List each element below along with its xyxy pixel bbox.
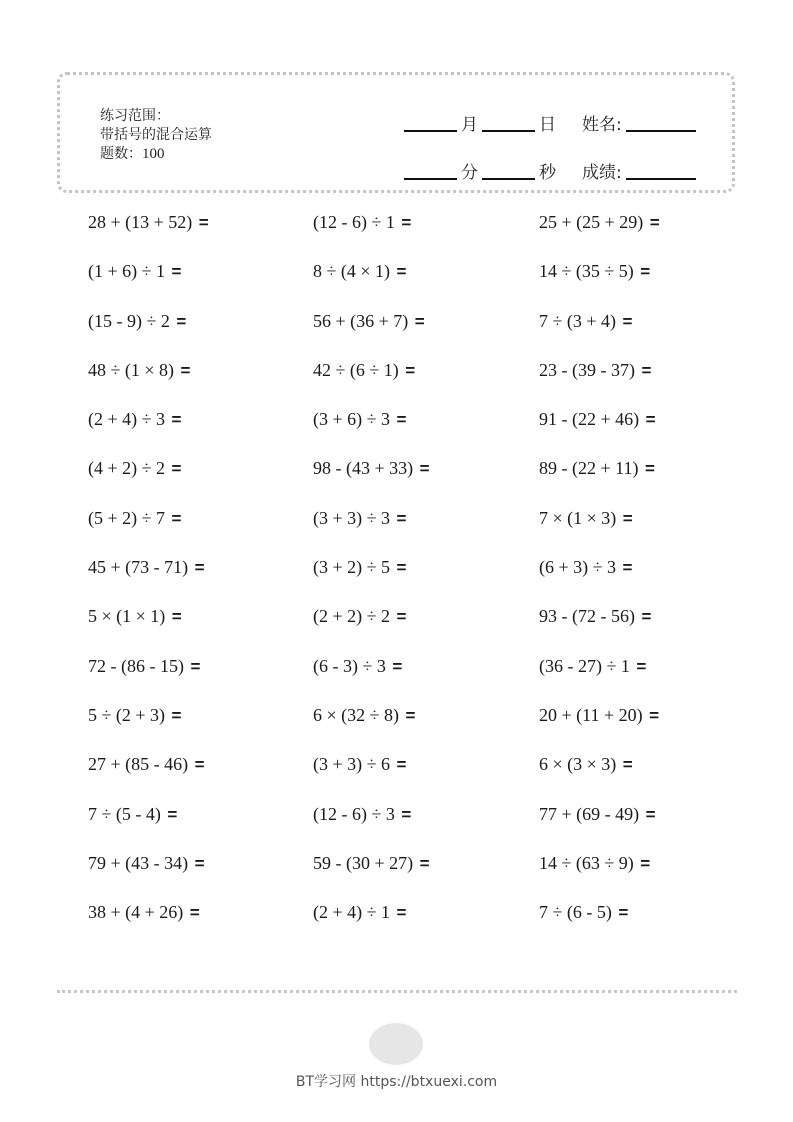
math-problem: [539, 701, 659, 730]
problem-expression: 89 - (22 + 11): [539, 458, 639, 479]
equals-sign: =: [198, 213, 209, 232]
problem-expression: (3 + 6) ÷ 3: [313, 409, 391, 430]
equals-sign: =: [396, 508, 407, 528]
equals-sign: =: [171, 410, 182, 430]
math-problem: [313, 701, 415, 730]
math-problem: [313, 898, 406, 927]
math-problem: [88, 750, 205, 779]
problem-expression: 8 ÷ (4 × 1): [313, 261, 391, 282]
equals-sign: =: [419, 459, 430, 479]
problem-row: [88, 257, 728, 306]
problem-expression: 6 × (3 × 3): [539, 754, 617, 775]
problem-expression: 27 + (85 - 46): [88, 754, 189, 775]
problem-expression: 14 ÷ (63 ÷ 9): [539, 852, 634, 873]
second-label: 秒: [539, 162, 556, 183]
problem-expression: (36 - 27) ÷ 1: [539, 655, 630, 676]
math-problem: [88, 504, 181, 533]
math-problem: [539, 750, 633, 779]
equals-sign: =: [171, 459, 182, 479]
equals-sign: =: [645, 804, 656, 824]
math-problem: [539, 652, 646, 681]
month-blank[interactable]: [404, 112, 457, 132]
equals-sign: =: [167, 804, 178, 824]
score-label: 成绩:: [582, 162, 622, 183]
minute-label: 分: [461, 162, 478, 183]
equals-sign: =: [644, 459, 655, 479]
math-problem: [539, 454, 655, 483]
problem-expression: 7 ÷ (5 - 4): [88, 803, 161, 824]
problem-row: [88, 701, 728, 750]
math-problem: [313, 208, 411, 237]
problem-expression: 72 - (86 - 15): [88, 655, 184, 676]
problem-expression: (1 + 6) ÷ 1: [88, 261, 166, 282]
problem-expression: (4 + 2) ÷ 2: [88, 458, 166, 479]
problem-expression: 48 ÷ (1 × 8): [88, 359, 175, 380]
problem-expression: 28 + (13 + 52): [88, 212, 193, 232]
footer-divider: [57, 990, 737, 993]
equals-sign: =: [405, 705, 416, 725]
math-problem: [539, 208, 660, 237]
problem-expression: (15 - 9) ÷ 2: [88, 310, 170, 331]
problem-expression: 20 + (11 + 20): [539, 704, 643, 725]
problem-row: [88, 208, 728, 257]
equals-sign: =: [194, 853, 205, 873]
date-name-row: [404, 98, 696, 146]
math-problem: [539, 405, 656, 434]
equals-sign: =: [194, 755, 205, 775]
math-problem: [88, 356, 190, 385]
equals-sign: =: [171, 262, 182, 282]
equals-sign: =: [171, 607, 182, 627]
problem-expression: 7 ÷ (6 - 5): [539, 902, 612, 923]
equals-sign: =: [396, 410, 407, 430]
day-label: 日: [539, 114, 556, 135]
math-problem: [539, 257, 650, 286]
problem-row: [88, 898, 728, 947]
problem-row: [88, 800, 728, 849]
problem-expression: 45 + (73 - 71): [88, 557, 189, 578]
math-problem: [88, 405, 181, 434]
name-label: 姓名:: [582, 114, 622, 135]
problem-row: [88, 307, 728, 356]
problem-expression: (3 + 2) ÷ 5: [313, 557, 391, 578]
worksheet-info: [100, 107, 212, 164]
equals-sign: =: [622, 508, 633, 528]
math-problem: [88, 602, 182, 631]
time-score-row: [404, 146, 696, 194]
math-problem: [88, 454, 181, 483]
problem-expression: (2 + 4) ÷ 1: [313, 902, 391, 923]
problem-row: [88, 356, 728, 405]
math-problem: [313, 849, 430, 878]
equals-sign: =: [636, 656, 647, 676]
student-fields: [404, 98, 696, 194]
problem-expression: 25 + (25 + 29): [539, 212, 644, 232]
math-problem: [313, 750, 406, 779]
count-label: 题数：: [100, 146, 142, 162]
problem-expression: 7 × (1 × 3): [539, 507, 617, 528]
equals-sign: =: [618, 903, 629, 923]
problem-expression: (6 - 3) ÷ 3: [313, 655, 386, 676]
problem-row: [88, 849, 728, 898]
logo-placeholder-icon: [369, 1023, 423, 1065]
math-problem: [313, 800, 411, 829]
math-problem: [539, 356, 651, 385]
problem-expression: 91 - (22 + 46): [539, 409, 640, 430]
math-problem: [313, 454, 430, 483]
problem-expression: (3 + 3) ÷ 6: [313, 754, 391, 775]
equals-sign: =: [171, 508, 182, 528]
math-problem: [539, 602, 651, 631]
math-problem: [539, 849, 650, 878]
problem-expression: (3 + 3) ÷ 3: [313, 507, 391, 528]
equals-sign: =: [419, 853, 430, 873]
problem-expression: (6 + 3) ÷ 3: [539, 557, 617, 578]
problem-expression: 79 + (43 - 34): [88, 852, 189, 873]
problem-row: [88, 602, 728, 651]
math-problem: [313, 405, 406, 434]
problem-row: [88, 405, 728, 454]
equals-sign: =: [180, 360, 191, 380]
score-blank[interactable]: [626, 160, 696, 180]
problem-expression: 6 × (32 ÷ 8): [313, 704, 400, 725]
problem-expression: 38 + (4 + 26): [88, 902, 184, 923]
math-problem: [88, 800, 177, 829]
problem-expression: 98 - (43 + 33): [313, 458, 414, 479]
math-problem: [539, 307, 632, 336]
math-problem: [88, 652, 200, 681]
equals-sign: =: [396, 262, 407, 282]
math-problem: [88, 898, 200, 927]
problem-expression: 5 × (1 × 1): [88, 606, 166, 627]
footer-watermark: BT学习网 https://btxuexi.com: [295, 1074, 498, 1090]
math-problem: [313, 652, 402, 681]
problem-expression: 42 ÷ (6 ÷ 1): [313, 359, 399, 380]
equals-sign: =: [194, 558, 205, 578]
problem-expression: 23 - (39 - 37): [539, 359, 635, 380]
equals-sign: =: [396, 558, 407, 578]
math-problem: [539, 800, 656, 829]
minute-blank[interactable]: [404, 160, 457, 180]
problem-expression: (12 - 6) ÷ 1: [313, 212, 395, 232]
problem-expression: 56 + (36 + 7): [313, 310, 409, 331]
math-problem: [313, 356, 415, 385]
problem-expression: (2 + 4) ÷ 3: [88, 409, 166, 430]
problem-expression: 7 ÷ (3 + 4): [539, 310, 617, 331]
equals-sign: =: [171, 705, 182, 725]
math-problem: [313, 307, 425, 336]
equals-sign: =: [641, 360, 652, 380]
math-problem: [539, 898, 628, 927]
problem-expression: 59 - (30 + 27): [313, 852, 414, 873]
equals-sign: =: [392, 656, 403, 676]
equals-sign: =: [622, 311, 633, 331]
problem-expression: 93 - (72 - 56): [539, 606, 635, 627]
problem-expression: 14 ÷ (35 ÷ 5): [539, 261, 634, 282]
math-problem: [313, 257, 406, 286]
problem-row: [88, 504, 728, 553]
math-problem: [88, 208, 209, 237]
problem-expression: (5 + 2) ÷ 7: [88, 507, 166, 528]
equals-sign: =: [641, 607, 652, 627]
problem-expression: 77 + (69 - 49): [539, 803, 640, 824]
equals-sign: =: [622, 755, 633, 775]
equals-sign: =: [176, 311, 187, 331]
math-problem: [539, 553, 632, 582]
equals-sign: =: [405, 360, 416, 380]
math-problem: [539, 504, 633, 533]
equals-sign: =: [401, 213, 412, 232]
range-label: 练习范围：: [100, 108, 170, 124]
problem-expression: 5 ÷ (2 + 3): [88, 704, 166, 725]
problem-expression: (12 - 6) ÷ 3: [313, 803, 395, 824]
math-problem: [313, 504, 406, 533]
equals-sign: =: [645, 410, 656, 430]
math-problem: [88, 553, 205, 582]
count-value: 100: [142, 146, 165, 162]
problem-row: [88, 750, 728, 799]
math-problem: [88, 307, 186, 336]
month-label: 月: [461, 114, 478, 135]
math-problem: [313, 553, 406, 582]
problem-grid: [88, 208, 728, 947]
count-line: [100, 145, 212, 164]
equals-sign: =: [401, 804, 412, 824]
problem-row: [88, 652, 728, 701]
math-problem: [313, 602, 406, 631]
math-problem: [88, 257, 181, 286]
topic-label: 带括号的混合运算: [100, 127, 212, 143]
equals-sign: =: [649, 705, 660, 725]
equals-sign: =: [396, 755, 407, 775]
problem-row: [88, 454, 728, 503]
second-blank[interactable]: [482, 160, 535, 180]
equals-sign: =: [396, 903, 407, 923]
problem-row: [88, 553, 728, 602]
name-blank[interactable]: [626, 112, 696, 132]
equals-sign: =: [414, 311, 425, 331]
problem-expression: (2 + 2) ÷ 2: [313, 606, 391, 627]
equals-sign: =: [189, 903, 200, 923]
math-problem: [88, 849, 205, 878]
equals-sign: =: [640, 853, 651, 873]
equals-sign: =: [396, 607, 407, 627]
equals-sign: =: [190, 656, 201, 676]
equals-sign: =: [649, 213, 660, 232]
day-blank[interactable]: [482, 112, 535, 132]
equals-sign: =: [640, 262, 651, 282]
math-problem: [88, 701, 181, 730]
equals-sign: =: [622, 558, 633, 578]
